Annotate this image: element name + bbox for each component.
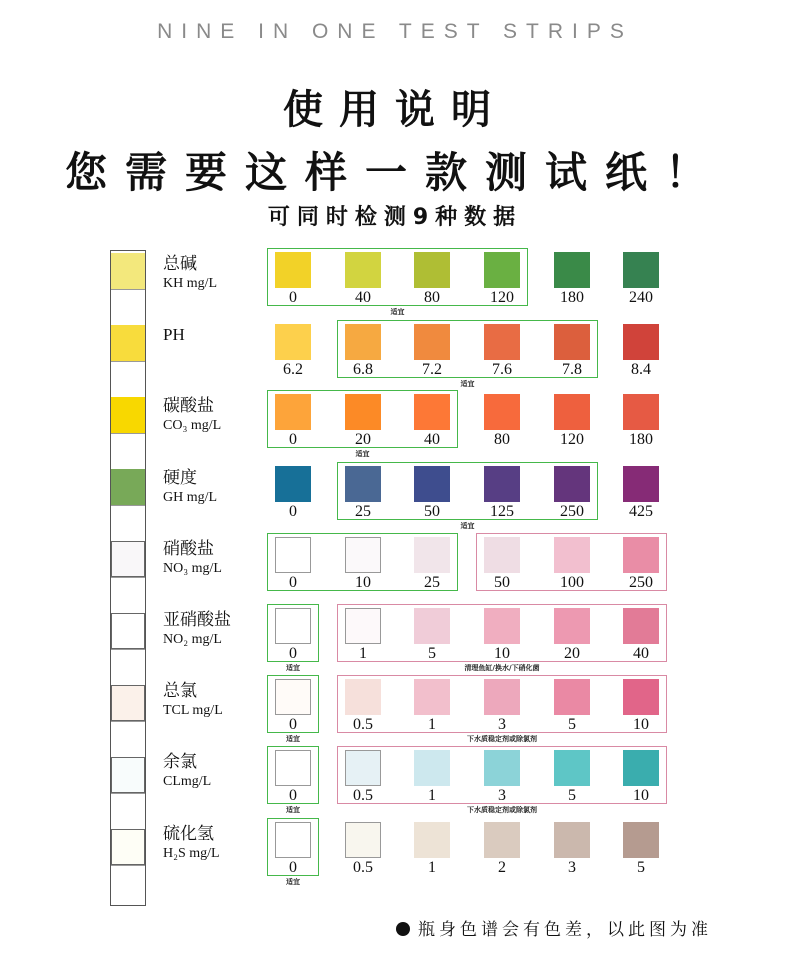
parameter-unit: TCL mg/L [163, 703, 223, 719]
strip-pad-3 [111, 397, 145, 433]
parameter-unit: GH mg/L [163, 489, 218, 505]
swatch-value: 10 [633, 716, 649, 734]
suitable-range-box [267, 818, 319, 876]
page-headline: 您需要这样一款测试纸！ [64, 148, 725, 197]
row-label [163, 824, 220, 863]
parameter-name: 硝酸盐 [163, 538, 214, 558]
swatch-value: 40 [633, 645, 649, 662]
swatch-value: 20 [355, 431, 371, 449]
swatch-value: 0 [289, 787, 297, 805]
range-note: 适宜 [460, 380, 475, 389]
range-note: 适宜 [460, 521, 475, 530]
row-label [163, 539, 222, 578]
swatch-value: 180 [560, 289, 584, 306]
parameter-unit: H₂S mg/L [163, 845, 220, 861]
swatch-value: 3 [568, 858, 576, 876]
color-swatch [623, 822, 659, 858]
swatch-value: 0 [289, 716, 297, 734]
swatch-value: 120 [490, 289, 514, 306]
suitable-range-box [267, 746, 319, 804]
suitable-range-box [337, 462, 598, 520]
swatch-value: 7.2 [422, 361, 442, 379]
swatch-value: 6.8 [353, 361, 373, 379]
range-note: 适宜 [286, 877, 300, 886]
swatch-value: 5 [568, 716, 576, 734]
swatch-value: 2 [498, 858, 506, 876]
parameter-name: 总氯 [163, 681, 197, 701]
suitable-range-box [337, 320, 598, 378]
color-swatch [554, 252, 590, 288]
swatch-value: 1 [428, 858, 436, 876]
parameter-name: 总碱 [163, 254, 197, 273]
range-note: 适宜 [286, 735, 300, 744]
swatch-value: 8.4 [631, 361, 651, 379]
parameter-unit: NO₃ mg/L [163, 560, 222, 576]
strip-divider [111, 577, 145, 578]
strip-divider [111, 361, 145, 362]
swatch-value: 0 [289, 289, 297, 306]
footer-note [396, 915, 776, 940]
color-swatch [414, 822, 450, 858]
page-subtitle: 可同时检测9种数据 [267, 205, 523, 230]
swatch-value: 425 [629, 502, 653, 520]
strip-pad-1 [111, 253, 145, 289]
parameter-unit: CO₃ mg/L [163, 418, 222, 434]
row-label [163, 254, 217, 293]
strip-divider [111, 865, 145, 866]
color-swatch [554, 394, 590, 430]
action-range-box [337, 604, 667, 662]
swatch-value: 6.2 [283, 361, 303, 379]
row-label [163, 610, 231, 649]
header-english-title: NINE IN ONE TEST STRIPS [157, 20, 633, 43]
swatch-value: 50 [494, 573, 510, 591]
swatch-value: 10 [494, 645, 510, 662]
swatch-value: 125 [490, 502, 514, 520]
strip-pad-5 [111, 541, 145, 577]
row-label [163, 396, 221, 435]
range-note: 适宜 [390, 308, 405, 316]
swatch-value: 1 [359, 645, 367, 662]
color-swatch [275, 466, 311, 502]
action-range-box [337, 675, 667, 733]
suitable-range-box [267, 604, 319, 662]
swatch-value: 0 [289, 858, 297, 876]
strip-pad-4 [111, 469, 145, 505]
color-swatch [623, 394, 659, 430]
action-range-box [476, 533, 667, 591]
swatch-value: 50 [424, 502, 440, 520]
swatch-value: 80 [494, 431, 510, 449]
swatch-value: 0.5 [353, 858, 373, 876]
strip-divider [111, 289, 145, 290]
swatch-value: 25 [355, 502, 371, 520]
color-swatch [554, 822, 590, 858]
row-label [163, 752, 211, 791]
swatch-value: 100 [560, 573, 584, 591]
parameter-name: 亚硝酸盐 [163, 610, 231, 629]
swatch-value: 0 [289, 573, 297, 591]
strip-pad-8 [111, 757, 145, 793]
row-label [163, 325, 185, 345]
swatch-value: 1 [428, 787, 436, 805]
swatch-value: 3 [498, 716, 506, 734]
swatch-value: 240 [629, 289, 653, 306]
suitable-range-box [267, 533, 458, 591]
page-title: 使用说明 [283, 87, 507, 133]
swatch-value: 20 [564, 645, 580, 662]
range-note: 下水质稳定剂或除氯剂 [467, 735, 537, 744]
swatch-value: 40 [355, 289, 371, 306]
range-note: 下水质稳定剂或除氯剂 [467, 806, 537, 815]
parameter-name: 余氯 [163, 752, 197, 772]
suitable-range-box [267, 390, 458, 448]
swatch-value: 0.5 [353, 787, 373, 805]
swatch-value: 180 [629, 431, 653, 449]
parameter-unit: CLmg/L [163, 774, 212, 790]
strip-divider [111, 433, 145, 434]
color-swatch [623, 466, 659, 502]
parameter-unit: NO₂ mg/L [163, 632, 222, 647]
color-swatch [484, 822, 520, 858]
swatch-value: 0.5 [353, 716, 373, 734]
swatch-value: 5 [568, 787, 576, 805]
parameter-name: PH [163, 325, 185, 345]
row-label [163, 681, 223, 720]
swatch-value: 25 [424, 573, 440, 591]
swatch-value: 7.8 [562, 361, 582, 379]
parameter-name: 硫化氢 [163, 823, 214, 843]
range-note: 适宜 [286, 664, 300, 672]
color-swatch [484, 394, 520, 430]
swatch-value: 0 [289, 431, 297, 449]
strip-pad-6 [111, 613, 145, 649]
strip-pad-2 [111, 325, 145, 361]
strip-divider [111, 505, 145, 506]
swatch-value: 10 [633, 787, 649, 805]
suitable-range-box [267, 675, 319, 733]
swatch-value: 120 [560, 431, 584, 449]
suitable-range-box [267, 248, 528, 306]
swatch-value: 250 [560, 502, 584, 520]
swatch-value: 40 [424, 431, 440, 449]
swatch-value: 0 [289, 502, 297, 520]
color-swatch [275, 324, 311, 360]
range-note: 清理鱼缸/换水/下硝化菌 [464, 664, 540, 672]
swatch-value: 10 [355, 573, 371, 591]
parameter-name: 硬度 [163, 467, 197, 487]
color-swatch [623, 324, 659, 360]
test-strip-illustration [110, 250, 146, 906]
strip-pad-7 [111, 685, 145, 721]
swatch-value: 5 [637, 858, 645, 876]
swatch-value: 5 [428, 645, 436, 662]
strip-divider [111, 649, 145, 650]
strip-pad-9 [111, 829, 145, 865]
strip-divider [111, 793, 145, 794]
swatch-value: 250 [629, 573, 653, 591]
swatch-value: 1 [428, 716, 436, 734]
swatch-value: 7.6 [492, 361, 512, 379]
footer-text: 瓶身色谱会有色差，以此图为准 [418, 920, 712, 940]
swatch-value: 0 [289, 645, 297, 662]
parameter-name: 碳酸盐 [163, 396, 214, 416]
row-label [163, 468, 217, 507]
bullet-dot-icon [396, 922, 410, 936]
color-swatch [623, 252, 659, 288]
swatch-value: 80 [424, 289, 440, 306]
action-range-box [337, 746, 667, 804]
swatch-value: 3 [498, 787, 506, 805]
range-note: 适宜 [286, 806, 300, 815]
parameter-unit: KH mg/L [163, 276, 218, 291]
strip-divider [111, 721, 145, 722]
color-swatch [345, 822, 381, 858]
range-note: 适宜 [355, 450, 370, 459]
